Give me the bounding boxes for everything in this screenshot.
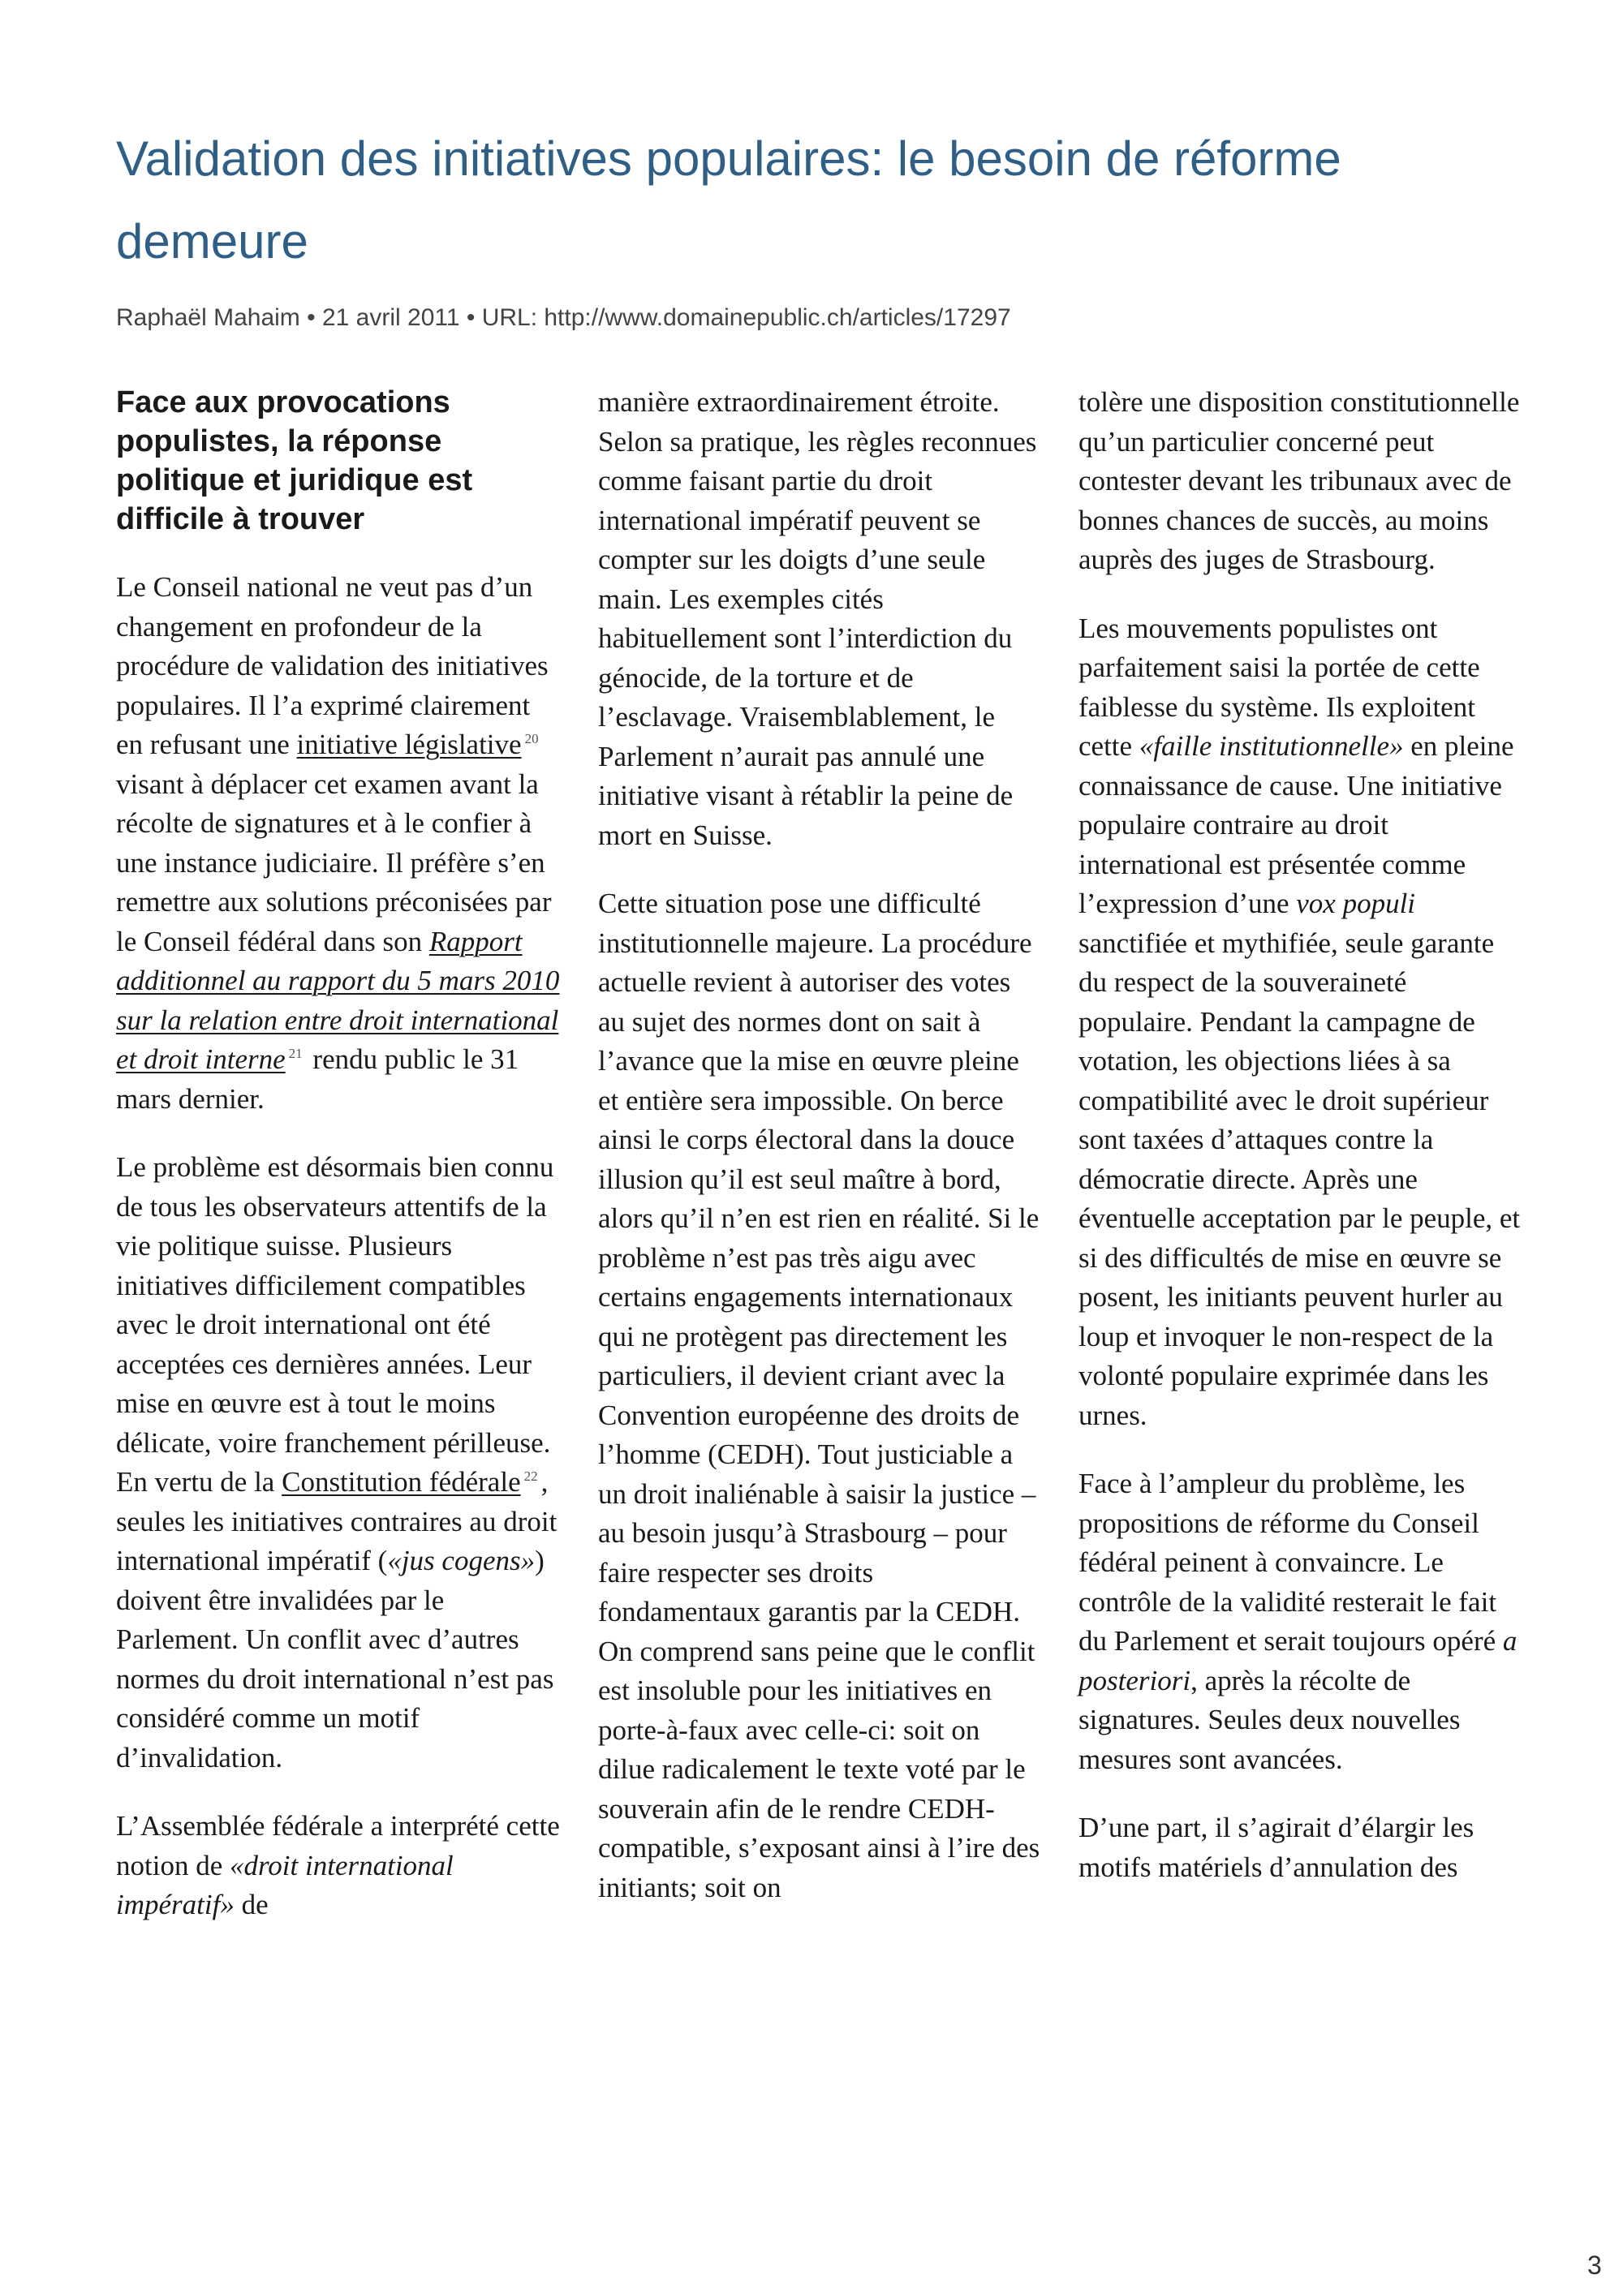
text: Les mouvements populistes ont parfaitement saisi la portée de cette faiblesse du système. Ils exploitent cette: [1078, 612, 1480, 762]
initiative-legislative-link[interactable]: initiative législative: [296, 729, 522, 760]
text: Le problème est désormais bien connu de tous les observateurs attentifs de la vie politique suisse. Plusieurs initiatives difficilement compatibles avec le droit international ont été acceptées ces dernières années. Leur mise en œuvre est à tout le moins délicate, voire franchement périlleuse. En vertu de la: [116, 1151, 554, 1498]
text: ) doivent être invalidées par le Parlement. Un conflit avec d’autres normes du droit international n’est pas considéré comme un motif d’invalidation.: [116, 1545, 554, 1774]
footnote-marker: 22: [523, 1468, 538, 1485]
text: sanctifiée et mythifiée, seule garante du respect de la souveraineté populaire. Pendant la campagne de votation, les objections liées à sa compatibilité avec le droit supérieur sont taxées d’attaques contre la démocratie directe. Après une éventuelle acceptation par le peuple, et si des difficultés de mise en œuvre se posent, les initiants peuvent hurler au loup et invoquer le non-respect de la volonté populaire exprimée dans les urnes.: [1078, 927, 1521, 1431]
paragraph: [116, 1148, 561, 1778]
rapport-additionnel-link[interactable]: Rapport additionnel au rapport du 5 mars 2010 sur la relation entre droit international et droit interne: [116, 925, 560, 1075]
emphasis: a posteriori: [1078, 1625, 1518, 1696]
constitution-federale-link[interactable]: Constitution fédérale: [282, 1466, 521, 1498]
paragraph: [116, 1807, 561, 1925]
text: Face à l’ampleur du problème, les propositions de réforme du Conseil fédéral peinent à convaincre. Le contrôle de la validité resterait le fait du Parlement et serait toujours opéré: [1078, 1468, 1503, 1657]
column-1: [116, 383, 561, 1954]
emphasis: «faille institutionnelle»: [1139, 730, 1404, 762]
footnote-marker: 20: [524, 731, 539, 747]
paragraph: Cette situation pose une difficulté institutionnelle majeure. La procédure actuelle revient à autoriser des votes au sujet des normes dont on sait à l’avance que la mise en œuvre pleine et entière sera impossible. On berce ainsi le corps électoral dans la douce illusion qu’il est seul maître à bord, alors qu’il n’en est rien en réalité. Si le problème n’est pas très aigu avec certains engagements internationaux qui ne protègent pas directement les particuliers, il devient criant avec la Convention européenne des droits de l’homme (CEDH). Tout justiciable a un droit inaliénable à saisir la justice – au besoin jusqu’à Strasbourg – pour faire respecter ses droits fondamentaux garantis par la CEDH. On comprend sans peine que le conflit est insoluble pour les initiatives en porte-à-faux avec celle-ci: soit on dilue radicalement le texte voté par le souverain afin de le rendre CEDH-compatible, s’exposant ainsi à l’ire des initiants; soit on: [598, 888, 1040, 1903]
emphasis: «jus cogens»: [387, 1545, 536, 1576]
text: , seules les initiatives contraires au droit international impératif (: [116, 1466, 558, 1576]
footnote-marker: 21: [288, 1046, 303, 1062]
article-title: Validation des initiatives populaires: le besoin de réforme demeure: [116, 131, 1341, 269]
text: visant à déplacer cet examen avant la récolte de signatures et à le confier à une instance judiciaire. Il préfère s’en remettre aux solutions préconisées par le Conseil fédéral dans son: [116, 767, 552, 957]
text: , après la récolte de signatures. Seules deux nouvelles mesures sont avancées.: [1078, 1664, 1461, 1775]
article-byline: Raphaël Mahaim • 21 avril 2011 • URL: http://www.domainepublic.ch/articles/17297: [116, 304, 1011, 331]
paragraph: D’une part, il s’agirait d’élargir les motifs matériels d’annulation des: [1078, 1812, 1474, 1883]
paragraph: manière extraordinairement étroite. Selon sa pratique, les règles reconnues comme faisant partie du droit international impératif peuvent se compter sur les doigts d’une seule main. Les exemples cités habituellement sont l’interdiction du génocide, de la torture et de l’esclavage. Vraisemblablement, le Parlement n’aurait pas annulé une initiative visant à rétablir la peine de mort en Suisse.: [598, 386, 1037, 851]
emphasis: «droit international impératif»: [116, 1849, 454, 1920]
article-lead: Face aux provocations populistes, la réponse politique et juridique est difficile à trouver: [116, 385, 473, 536]
text: de: [234, 1889, 269, 1920]
paragraph: [1078, 609, 1523, 1436]
paragraph: [1078, 1464, 1523, 1779]
page-number: 3: [1587, 2251, 1602, 2280]
paragraph: [116, 568, 561, 1119]
column-2: [598, 383, 1043, 1937]
paragraph: tolère une disposition constitutionnelle qu’un particulier concerné peut contester devant les tribunaux avec de bonnes chances de succès, au moins auprès des juges de Strasbourg.: [1078, 386, 1520, 575]
emphasis: vox populi: [1296, 888, 1416, 919]
text: en pleine connaissance de cause. Une initiative populaire contraire au droit international est présentée comme l’expression d’une: [1078, 730, 1514, 919]
column-3: [1078, 383, 1523, 1916]
text: L’Assemblée fédérale a interprété cette notion de: [116, 1810, 560, 1881]
text: rendu public le 31 mars dernier.: [116, 1043, 519, 1115]
text: Le Conseil national ne veut pas d’un changement en profondeur de la procédure de validation des initiatives populaires. Il l’a exprimé clairement en refusant une: [116, 571, 549, 760]
